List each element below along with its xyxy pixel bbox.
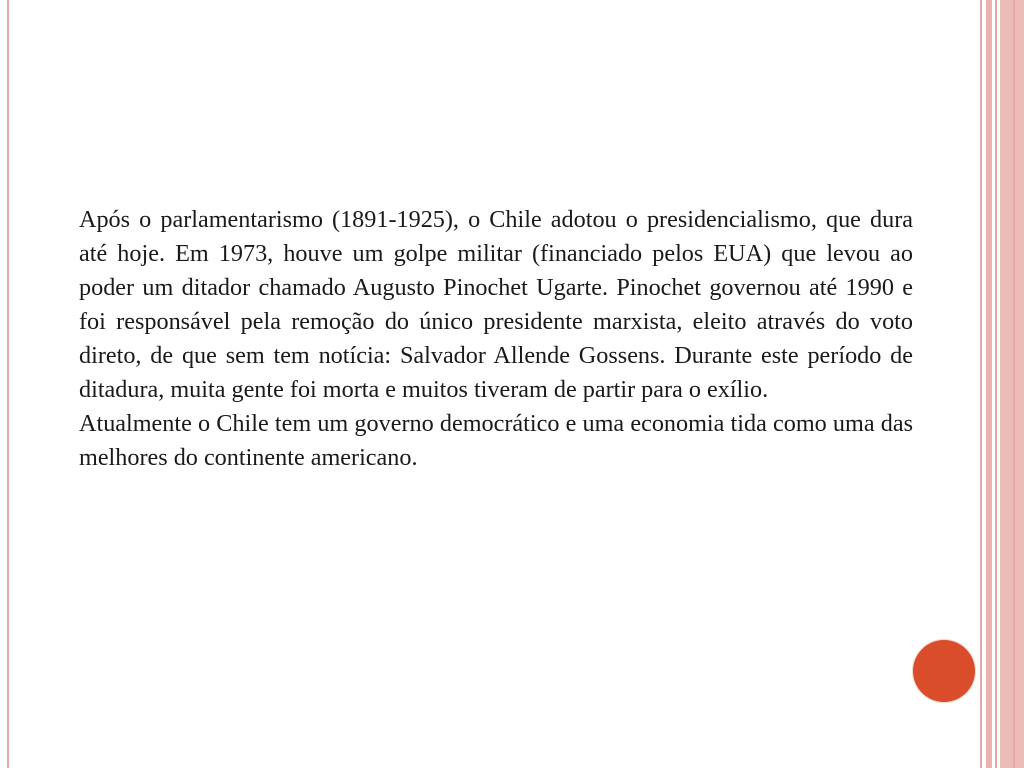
paragraph-1: Após o parlamentarismo (1891-1925), o Chile adotou o presidencialismo, que dura até hoje. Em 1973, houve um golpe militar (financiado pelos EUA) que levou ao poder um ditador chamado Augusto Pinochet Ugarte. Pinochet governou até 1990 e foi responsável pela remoção do único presidente marxista, eleito através do voto direto, de que sem tem notícia: Salvador Allende Gossens. Durante este período de ditadura, muita gente foi morta e muitos tiveram de partir para o exílio. xyxy=(79,206,913,403)
right-border-line xyxy=(1013,0,1015,768)
accent-circle xyxy=(913,640,975,702)
right-border-line xyxy=(995,0,997,768)
slide-body-text xyxy=(79,203,913,475)
right-border-stripe xyxy=(986,0,992,768)
right-border-line xyxy=(980,0,982,768)
paragraph-2: Atualmente o Chile tem um governo democrático e uma economia tida como uma das melhores do continente americano. xyxy=(79,410,913,471)
right-border-band xyxy=(1000,0,1024,768)
left-border-line xyxy=(7,0,9,768)
